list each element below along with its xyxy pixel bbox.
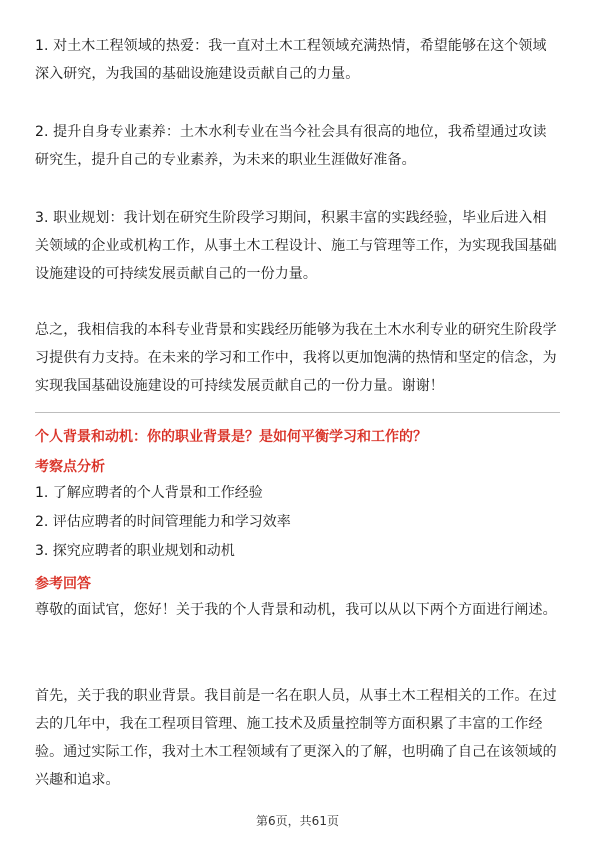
answer-paragraph-1: 尊敬的面试官，您好！关于我的个人背景和动机，我可以从以下两个方面进行阐述。 — [35, 602, 557, 618]
analysis-item: 1. 了解应聘者的个人背景和工作经验 — [35, 485, 263, 501]
analysis-heading: 考察点分析 — [35, 459, 105, 475]
paragraph-conclusion: 总之，我相信我的本科专业背景和实践经历能够为我在土木水利专业的研究生阶段学习提供有力支持。在未来的学习和工作中，我将以更加饱满的热情和坚定的信念，为实现我国基础设施建设的可持续发展贡献自己的一份力量。谢谢！ — [35, 322, 557, 394]
paragraph-motivation-1: 1. 对土木工程领域的热爱：我一直对土木工程领域充满热情，希望能够在这个领域深入研究，为我国的基础设施建设贡献自己的力量。 — [35, 38, 547, 82]
analysis-item: 2. 评估应聘者的时间管理能力和学习效率 — [35, 514, 291, 530]
section-divider — [35, 412, 560, 413]
page-number-footer: 第6页，共61页 — [256, 814, 339, 828]
answer-paragraph-2: 首先，关于我的职业背景。我目前是一名在职人员，从事土木工程相关的工作。在过去的几年中，我在工程项目管理、施工技术及质量控制等方面积累了丰富的工作经验。通过实际工作，我对土木工程领域有了更深入的了解，也明确了自己在该领域的兴趣和追求。 — [35, 688, 557, 788]
analysis-item: 3. 探究应聘者的职业规划和动机 — [35, 543, 235, 559]
answer-heading: 参考回答 — [35, 576, 91, 592]
paragraph-motivation-3: 3. 职业规划：我计划在研究生阶段学习期间，积累丰富的实践经验，毕业后进入相关领域的企业或机构工作，从事土木工程设计、施工与管理等工作，为实现我国基础设施建设的可持续发展贡献自己的一份力量。 — [35, 210, 557, 282]
question-heading: 个人背景和动机：你的职业背景是？是如何平衡学习和工作的？ — [35, 429, 427, 445]
paragraph-motivation-2: 2. 提升自身专业素养：土木水利专业在当今社会具有很高的地位，我希望通过攻读研究生，提升自己的专业素养，为未来的职业生涯做好准备。 — [35, 124, 547, 168]
